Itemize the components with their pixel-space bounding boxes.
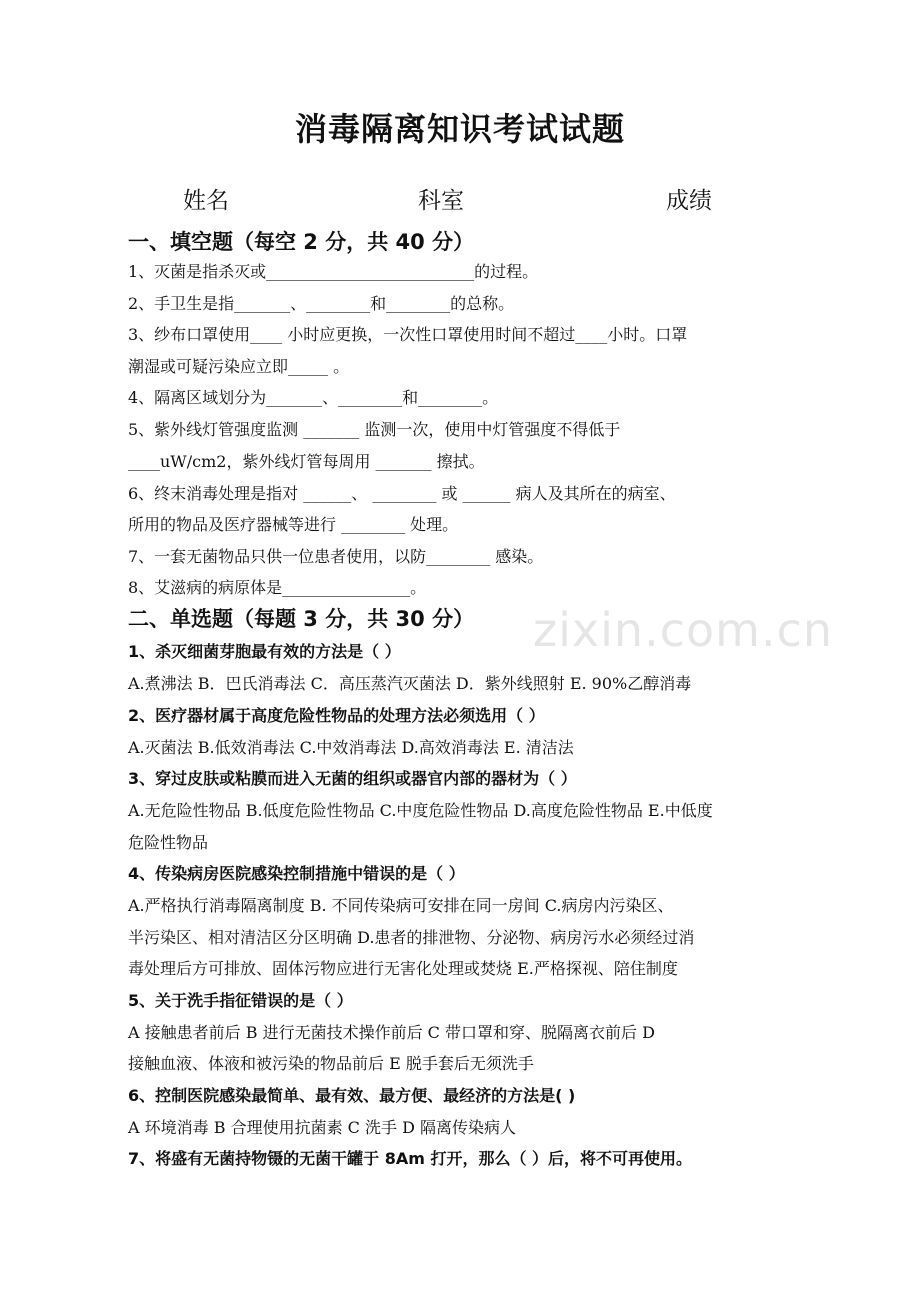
question-text: 7、将盛有无菌持物镊的无菌干罐于 8Am 打开，那么（ ）后，将不可再使用。 (128, 1149, 693, 1168)
name-label: 姓名 (183, 188, 229, 214)
question-text: 2、医疗器材属于高度危险性物品的处理方法必须选用（ ） (128, 706, 545, 725)
fill-line: 4、隔离区域划分为_______、________和________。 (128, 388, 499, 407)
dept-label: 科室 (418, 188, 464, 214)
answer-options: 危险性物品 (128, 833, 209, 852)
section-fill-heading: 一、填空题（每空 2 分，共 40 分） (128, 230, 475, 254)
fill-line: 所用的物品及医疗器械等进行 ________ 处理。 (128, 515, 459, 534)
answer-options: A.灭菌法 B.低效消毒法 C.中效消毒法 D.高效消毒法 E. 清洁法 (128, 738, 574, 757)
answer-options: A.煮沸法 B．巴氏消毒法 C．高压蒸汽灭菌法 D．紫外线照射 E. 90%乙醇消毒 (128, 674, 692, 693)
fill-line: 2、手卫生是指_______、________和________的总称。 (128, 294, 515, 313)
fill-line: 3、纱布口罩使用____ 小时应更换，一次性口罩使用时间不超过____小时。口罩 (128, 325, 688, 344)
question-text: 3、穿过皮肤或粘膜而进入无菌的组织或器官内部的器材为（ ） (128, 769, 577, 788)
answer-options: 毒处理后方可排放、固体污物应进行无害化处理或焚烧 E.严格探视、陪住制度 (128, 959, 678, 978)
answer-options: 接触血液、体液和被污染的物品前后 E 脱手套后无须洗手 (128, 1054, 534, 1073)
answer-options: 半污染区、相对清洁区分区明确 D.患者的排泄物、分泌物、病房污水必须经过消 (128, 928, 695, 947)
question-text: 4、传染病房医院感染控制措施中错误的是（ ） (128, 864, 465, 883)
fill-line: 7、一套无菌物品只供一位患者使用，以防________ 感染。 (128, 547, 544, 566)
fill-line: 8、艾滋病的病原体是________________。 (128, 578, 427, 597)
section-choice-heading: 二、单选题（每题 3 分，共 30 分） (128, 607, 475, 631)
answer-options: A.严格执行消毒隔离制度 B. 不同传染病可安排在同一房间 C.病房内污染区、 (128, 896, 674, 915)
fill-line: 1、灭菌是指杀灭或__________________________的过程。 (128, 262, 539, 281)
answer-options: A 接触患者前后 B 进行无菌技术操作前后 C 带口罩和穿、脱隔离衣前后 D (128, 1023, 655, 1042)
answer-options: A 环境消毒 B 合理使用抗菌素 C 洗手 D 隔离传染病人 (128, 1118, 516, 1137)
fill-line: 6、终末消毒处理是指对 ______、 ________ 或 ______ 病人及其所在的病室、 (128, 484, 676, 503)
score-label: 成绩 (666, 188, 712, 214)
question-text: 5、关于洗手指征错误的是（ ） (128, 991, 353, 1010)
fill-line: 5、紫外线灯管强度监测 _______ 监测一次，使用中灯管强度不得低于 (128, 420, 621, 439)
answer-options: A.无危险性物品 B.低度危险性物品 C.中度危险性物品 D.高度危险性物品 E.中低度 (128, 801, 713, 820)
question-text: 1、杀灭细菌芽胞最有效的方法是（ ） (128, 642, 401, 661)
exam-title: 消毒隔离知识考试试题 (294, 110, 625, 148)
watermark-text: zixin.com.cn (533, 603, 834, 657)
question-text: 6、控制医院感染最简单、最有效、最方便、最经济的方法是( ) (128, 1086, 576, 1105)
fill-line: ____uW/cm2，紫外线灯管每周用 _______ 擦拭。 (128, 452, 485, 471)
fill-line: 潮湿或可疑污染应立即_____ 。 (128, 357, 350, 376)
